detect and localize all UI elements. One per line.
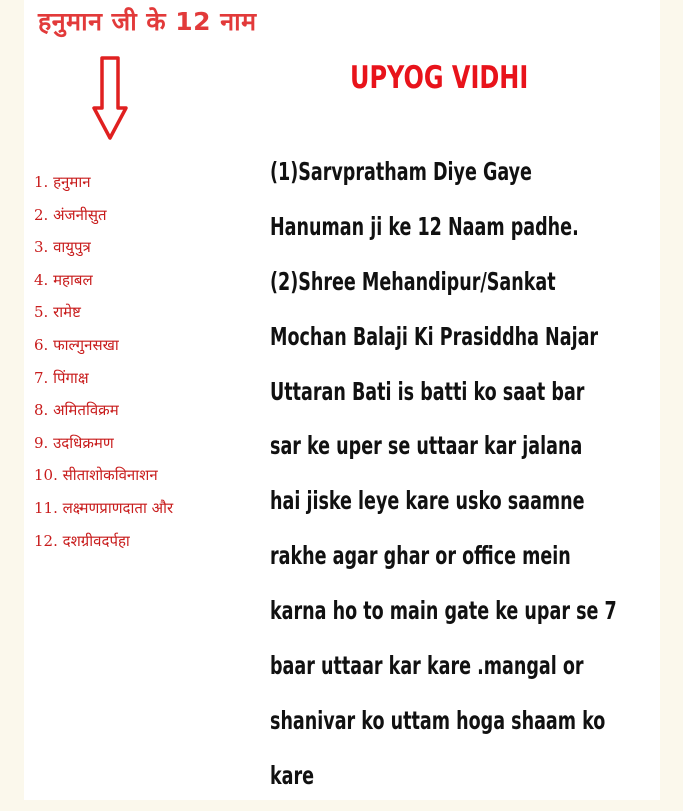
list-item: 8. अमितविक्रम — [34, 401, 119, 420]
usage-heading: UPYOG VIDHI — [350, 60, 529, 96]
instruction-line: kare — [270, 760, 315, 790]
instruction-line: rakhe agar ghar or office mein — [270, 541, 571, 571]
list-item: 4. महाबल — [34, 270, 93, 289]
page-title: हनुमान जी के 12 नाम — [38, 7, 257, 36]
list-item: 6. फाल्गुनसखा — [34, 335, 119, 354]
list-item: 10. सीताशोकविनाशन — [34, 466, 158, 485]
instruction-line: Uttaran Bati is batti ko saat bar — [270, 376, 585, 406]
instruction-line: sar ke uper se uttaar kar jalana — [270, 431, 583, 461]
instruction-line: karna ho to main gate ke upar se 7 — [270, 596, 617, 626]
instruction-line: hai jiske leye kare usko saamne — [270, 486, 585, 516]
list-item: 1. हनुमान — [34, 173, 91, 191]
instruction-line: Hanuman ji ke 12 Naam padhe. — [270, 211, 579, 241]
instruction-line: (1)Sarvpratham Diye Gaye — [270, 157, 532, 186]
instruction-line: Mochan Balaji Ki Prasiddha Najar — [270, 321, 599, 351]
list-item: 3. वायुपुत्र — [34, 238, 91, 257]
list-item: 12. दशग्रीवदर्पहा — [34, 531, 130, 550]
list-item: 2. अंजनीसुत — [34, 205, 107, 224]
list-item: 7. पिंगाक्ष — [34, 368, 89, 387]
list-item: 11. लक्ष्मणप्राणदाता और — [34, 498, 174, 517]
instruction-line: baar uttaar kar kare .mangal or — [270, 651, 584, 681]
instruction-line: shanivar ko uttam hoga shaam ko — [270, 705, 606, 735]
usage-instructions — [270, 152, 683, 811]
list-item: 5. रामेष्ट — [34, 303, 81, 322]
instruction-line: (2)Shree Mehandipur/Sankat — [270, 266, 556, 296]
list-item: 9. उदधिक्रमण — [34, 433, 114, 452]
hanuman-names-list — [34, 170, 173, 561]
down-arrow-icon — [92, 56, 128, 142]
